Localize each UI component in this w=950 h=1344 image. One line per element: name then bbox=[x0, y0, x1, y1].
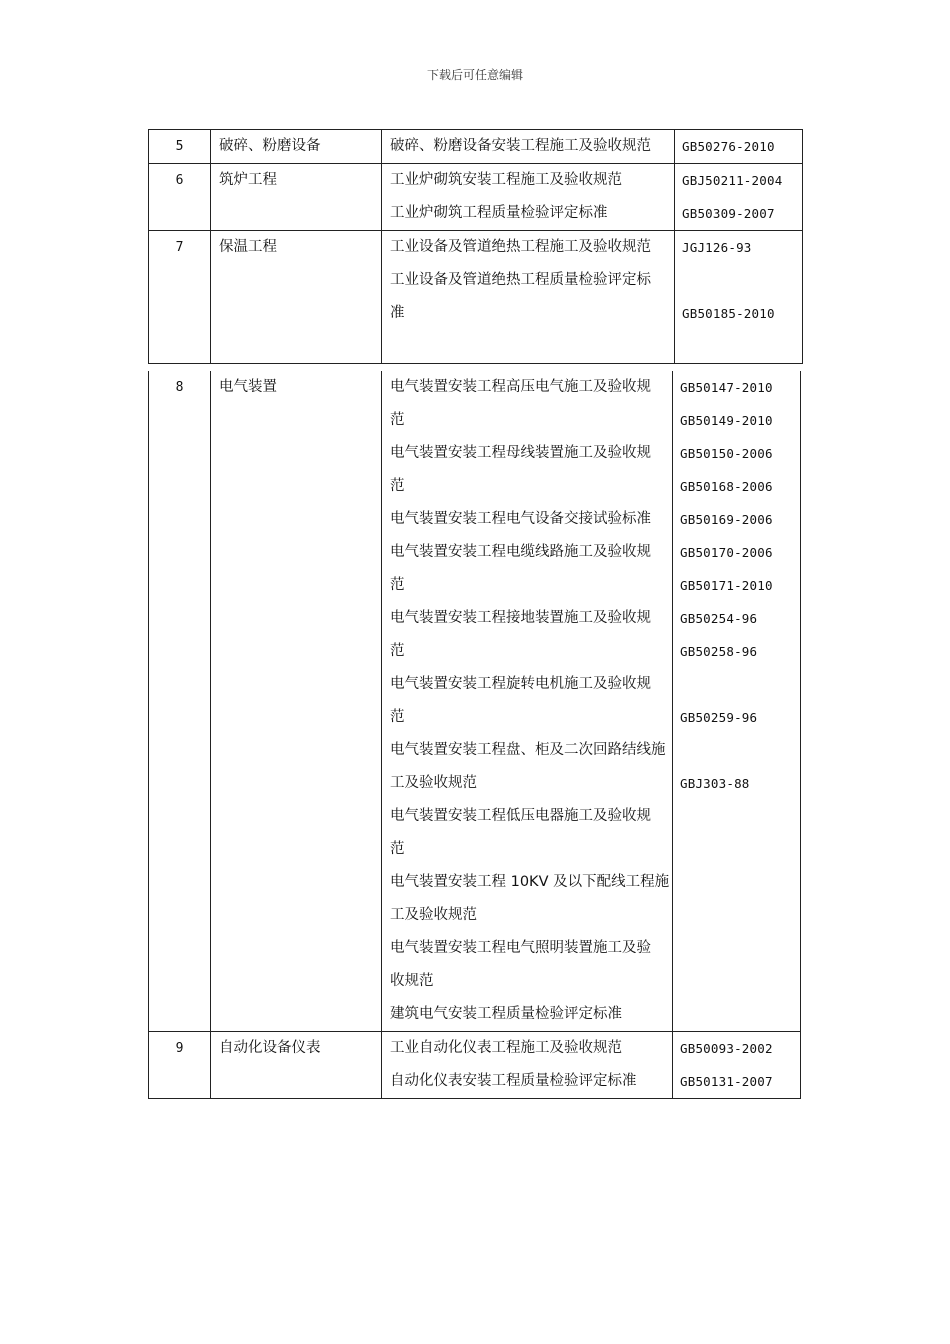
standard-codes bbox=[673, 1032, 801, 1099]
standard-code: GB50259-96 bbox=[680, 710, 758, 725]
standard-codes bbox=[673, 371, 801, 1032]
standard-code: GB50258-96 bbox=[680, 644, 758, 659]
standard-title: 工业炉砌筑工程质量检验评定标准 bbox=[390, 205, 608, 221]
standard-code: GB50093-2002 bbox=[680, 1041, 773, 1056]
standard-codes bbox=[675, 164, 803, 231]
standard-title: 工业自动化仪表工程施工及验收规范 bbox=[390, 1040, 622, 1056]
standard-titles bbox=[382, 1032, 673, 1099]
row-number-text: 9 bbox=[175, 1041, 184, 1056]
standard-title: 范 bbox=[390, 577, 405, 593]
row-number-text: 8 bbox=[175, 380, 184, 395]
standard-title: 建筑电气安装工程质量检验评定标准 bbox=[390, 1006, 622, 1022]
row-number bbox=[149, 1032, 211, 1099]
row-number-text: 6 bbox=[175, 173, 184, 188]
standard-title: 工业设备及管道绝热工程施工及验收规范 bbox=[390, 239, 651, 255]
standard-title: 工业炉砌筑安装工程施工及验收规范 bbox=[390, 172, 622, 188]
equipment-category bbox=[211, 130, 382, 164]
standard-code: GB50309-2007 bbox=[682, 206, 775, 221]
table-row bbox=[149, 130, 803, 164]
standard-code: GB50170-2006 bbox=[680, 545, 773, 560]
standard-code: GB50168-2006 bbox=[680, 479, 773, 494]
standard-title: 范 bbox=[390, 643, 405, 659]
standard-title: 范 bbox=[390, 841, 405, 857]
equipment-category bbox=[211, 164, 382, 231]
standard-title: 电气装置安装工程接地装置施工及验收规 bbox=[390, 610, 651, 626]
standard-title: 范 bbox=[390, 412, 405, 428]
standard-title: 范 bbox=[390, 709, 405, 725]
equipment-category bbox=[211, 231, 382, 364]
equipment-category bbox=[211, 371, 382, 1032]
standard-title: 自动化仪表安装工程质量检验评定标准 bbox=[390, 1073, 637, 1089]
standards-table-top bbox=[148, 129, 803, 364]
standard-code: GB50169-2006 bbox=[680, 512, 773, 527]
standard-title bbox=[390, 330, 674, 363]
standard-title: 电气装置安装工程电气照明装置施工及验 bbox=[390, 940, 651, 956]
standard-codes bbox=[675, 130, 803, 164]
table-row bbox=[149, 1032, 801, 1099]
standard-code: GB50131-2007 bbox=[680, 1074, 773, 1089]
standard-title: 破碎、粉磨设备安装工程施工及验收规范 bbox=[390, 138, 651, 154]
standard-title: 收规范 bbox=[390, 973, 434, 989]
standard-title: 电气装置安装工程 10KV 及以下配线工程施 bbox=[390, 874, 670, 890]
page-header: 下载后可任意编辑 bbox=[426, 68, 523, 82]
row-number-text: 5 bbox=[175, 139, 184, 154]
equipment-category-text: 破碎、粉磨设备 bbox=[219, 138, 321, 154]
standard-title: 电气装置安装工程高压电气施工及验收规 bbox=[390, 379, 651, 395]
standard-title: 电气装置安装工程电缆线路施工及验收规 bbox=[390, 544, 651, 560]
table-row bbox=[149, 371, 801, 1032]
standard-code bbox=[680, 734, 800, 767]
equipment-category bbox=[211, 1032, 382, 1099]
standard-title: 电气装置安装工程低压电器施工及验收规 bbox=[390, 808, 651, 824]
standard-code bbox=[680, 668, 800, 701]
equipment-category-text: 筑炉工程 bbox=[219, 172, 277, 188]
standard-code: GB50276-2010 bbox=[682, 139, 775, 154]
standard-code bbox=[682, 264, 802, 297]
standard-code: GB50149-2010 bbox=[680, 413, 773, 428]
equipment-category-text: 保温工程 bbox=[219, 239, 277, 255]
row-number bbox=[149, 164, 211, 231]
table-row bbox=[149, 164, 803, 231]
standard-codes bbox=[675, 231, 803, 364]
standard-title: 工业设备及管道绝热工程质量检验评定标 bbox=[390, 272, 651, 288]
standard-title: 准 bbox=[390, 305, 405, 321]
standard-title: 工及验收规范 bbox=[390, 907, 477, 923]
standard-titles bbox=[382, 371, 673, 1032]
standard-title: 电气装置安装工程电气设备交接试验标准 bbox=[390, 511, 651, 527]
standard-title: 电气装置安装工程盘、柜及二次回路结线施 bbox=[390, 742, 666, 758]
standard-titles bbox=[382, 130, 675, 164]
row-number-text: 7 bbox=[175, 240, 184, 255]
standard-title: 工及验收规范 bbox=[390, 775, 477, 791]
standard-code: GB50185-2010 bbox=[682, 306, 775, 321]
standard-title: 电气装置安装工程旋转电机施工及验收规 bbox=[390, 676, 651, 692]
standard-title: 电气装置安装工程母线装置施工及验收规 bbox=[390, 445, 651, 461]
standard-title: 范 bbox=[390, 478, 405, 494]
standard-code: GB50150-2006 bbox=[680, 446, 773, 461]
row-number bbox=[149, 371, 211, 1032]
standard-code: GBJ303-88 bbox=[680, 776, 750, 791]
standard-code: GB50171-2010 bbox=[680, 578, 773, 593]
standard-code: JGJ126-93 bbox=[682, 240, 752, 255]
equipment-category-text: 电气装置 bbox=[219, 379, 277, 395]
standard-titles bbox=[382, 164, 675, 231]
equipment-category-text: 自动化设备仪表 bbox=[219, 1040, 321, 1056]
row-number bbox=[149, 130, 211, 164]
standard-code: GB50147-2010 bbox=[680, 380, 773, 395]
standard-titles bbox=[382, 231, 675, 364]
standard-code: GBJ50211-2004 bbox=[682, 173, 783, 188]
standard-code bbox=[682, 330, 802, 363]
standards-table-bottom bbox=[148, 371, 801, 1099]
row-number bbox=[149, 231, 211, 364]
standard-code: GB50254-96 bbox=[680, 611, 758, 626]
table-row bbox=[149, 231, 803, 364]
